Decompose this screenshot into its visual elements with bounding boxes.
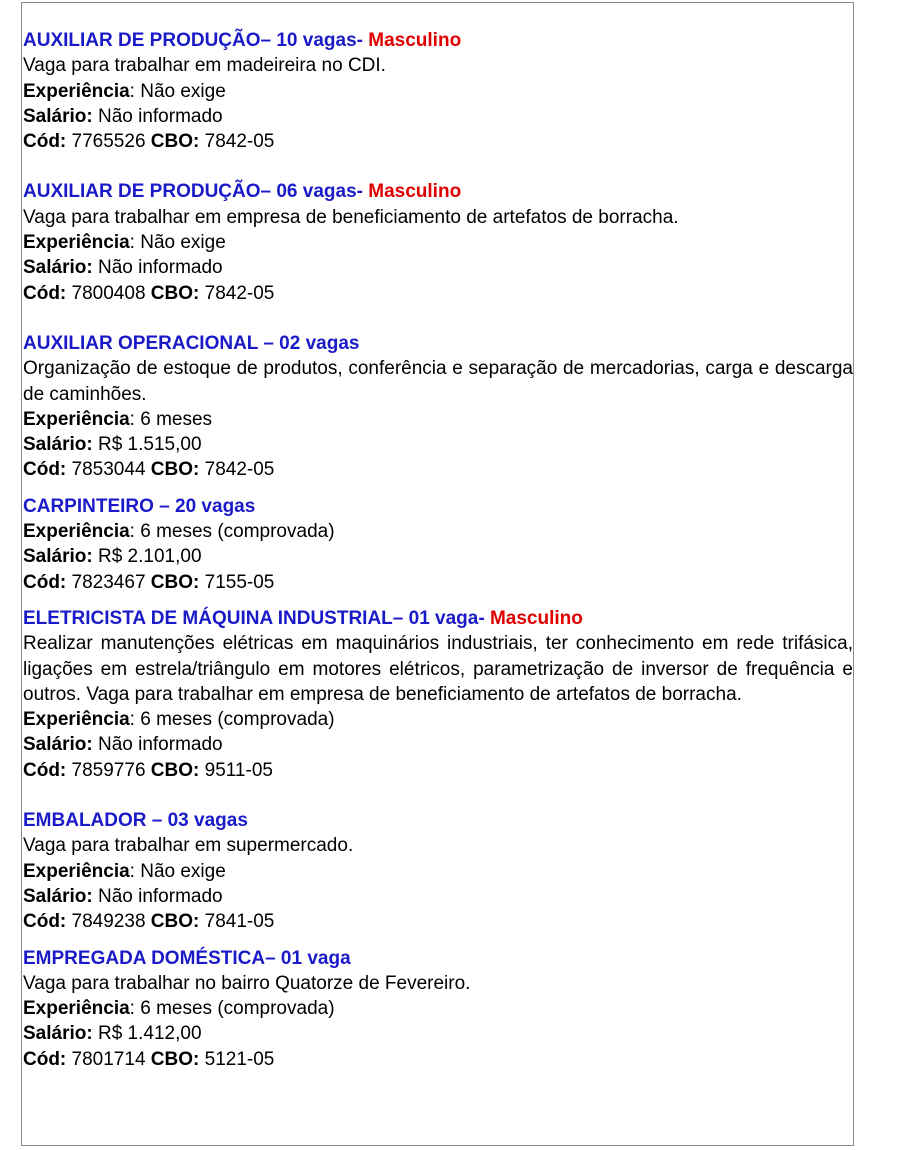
experience-value: : Não exige <box>129 232 226 254</box>
job-posting <box>23 606 853 783</box>
experience-label: Experiência <box>23 80 130 102</box>
code-label: Cód: <box>23 759 67 781</box>
code-label: Cód: <box>23 282 67 304</box>
title-separator: - <box>356 30 369 51</box>
cbo-value: 7841-05 <box>199 911 275 933</box>
code-value: 7801714 <box>66 1048 151 1070</box>
salary-label: Salário: <box>23 885 93 907</box>
job-posting <box>23 808 853 934</box>
experience-line <box>23 407 853 432</box>
job-description: Realizar manutenções elétricas em maquinários industriais, ter conhecimento em rede trifásica, ligações em estrela/triângulo em motores elétricos, parametrização de inversor de frequência e outros. Vaga para trabalhar em empresa de beneficiamento de artefatos de borracha. <box>23 633 853 705</box>
gender-requirement: Masculino <box>368 30 462 51</box>
salary-value: R$ 2.101,00 <box>92 546 202 568</box>
experience-label: Experiência <box>23 521 130 543</box>
job-description: Vaga para trabalhar no bairro Quatorze de Fevereiro. <box>23 972 471 994</box>
salary-value: R$ 1.515,00 <box>92 434 202 456</box>
salary-value: R$ 1.412,00 <box>92 1023 202 1045</box>
job-title-line <box>23 606 853 631</box>
salary-label: Salário: <box>23 546 93 568</box>
gender-requirement: Masculino <box>489 607 583 629</box>
experience-value: : 6 meses <box>129 408 213 430</box>
experience-line <box>23 707 853 732</box>
job-title: CARPINTEIRO – 20 vagas <box>23 495 256 517</box>
job-title: AUXILIAR OPERACIONAL – 02 vagas <box>23 332 360 354</box>
code-line <box>23 570 853 595</box>
gender-requirement: Masculino <box>368 181 462 203</box>
salary-value: Não informado <box>92 105 223 127</box>
job-title: EMBALADOR – 03 vagas <box>23 810 248 832</box>
code-line <box>23 281 853 306</box>
job-title-line <box>23 494 853 519</box>
experience-line <box>23 996 853 1021</box>
salary-line <box>23 544 853 569</box>
code-line <box>23 457 853 482</box>
job-posting <box>23 331 853 483</box>
code-line <box>23 129 853 154</box>
cbo-label: CBO: <box>150 759 200 781</box>
experience-line <box>23 230 853 255</box>
cbo-label: CBO: <box>150 282 200 304</box>
cbo-label: CBO: <box>150 131 200 153</box>
cbo-value: 9511-05 <box>199 759 273 781</box>
experience-label: Experiência <box>23 408 130 430</box>
code-label: Cód: <box>23 459 67 481</box>
salary-line <box>23 104 853 129</box>
experience-value: : 6 meses (comprovada) <box>129 521 335 543</box>
job-posting <box>23 179 853 305</box>
salary-line <box>23 732 853 757</box>
experience-line <box>23 79 853 104</box>
salary-line <box>23 884 853 909</box>
cbo-value: 7842-05 <box>199 282 275 304</box>
experience-value: : 6 meses (comprovada) <box>129 998 335 1020</box>
job-posting <box>23 494 853 595</box>
experience-label: Experiência <box>23 998 130 1020</box>
code-label: Cód: <box>23 131 67 153</box>
code-value: 7823467 <box>66 571 151 593</box>
cbo-label: CBO: <box>150 911 200 933</box>
job-posting <box>23 946 853 1072</box>
job-listing <box>23 28 853 1072</box>
cbo-value: 7155-05 <box>199 571 275 593</box>
experience-value: : 6 meses (comprovada) <box>129 709 335 731</box>
code-label: Cód: <box>23 571 67 593</box>
salary-label: Salário: <box>23 1023 93 1045</box>
code-line <box>23 909 853 934</box>
salary-label: Salário: <box>23 257 93 279</box>
salary-label: Salário: <box>23 734 93 756</box>
code-label: Cód: <box>23 1048 67 1070</box>
job-title: ELETRICISTA DE MÁQUINA INDUSTRIAL– 01 vaga <box>23 607 479 629</box>
job-posting <box>23 28 853 154</box>
salary-value: Não informado <box>92 885 223 907</box>
cbo-label: CBO: <box>150 571 200 593</box>
code-label: Cód: <box>23 911 67 933</box>
salary-value: Não informado <box>92 734 223 756</box>
salary-line <box>23 255 853 280</box>
salary-value: Não informado <box>92 257 223 279</box>
code-value: 7859776 <box>66 759 151 781</box>
job-title-line <box>23 808 853 833</box>
experience-line <box>23 519 853 544</box>
job-description: Vaga para trabalhar em supermercado. <box>23 835 354 857</box>
salary-line <box>23 1021 853 1046</box>
job-description: Vaga para trabalhar em empresa de beneficiamento de artefatos de borracha. <box>23 206 679 228</box>
cbo-label: CBO: <box>150 1048 200 1070</box>
cbo-label: CBO: <box>150 459 200 481</box>
code-value: 7849238 <box>66 911 151 933</box>
code-value: 7800408 <box>66 282 151 304</box>
job-title-line <box>23 331 853 356</box>
cbo-value: 5121-05 <box>199 1048 275 1070</box>
salary-label: Salário: <box>23 434 93 456</box>
title-separator: - <box>356 181 369 203</box>
code-value: 7853044 <box>66 459 151 481</box>
job-description: Organização de estoque de produtos, conferência e separação de mercadorias, carga e descarga de caminhões. <box>23 358 853 405</box>
experience-line <box>23 859 853 884</box>
job-title: AUXILIAR DE PRODUÇÃO– 10 vagas <box>23 30 357 51</box>
job-title-line <box>23 946 853 971</box>
experience-label: Experiência <box>23 709 130 731</box>
job-description: Vaga para trabalhar em madeireira no CDI. <box>23 55 386 77</box>
code-value: 7765526 <box>66 131 151 153</box>
cbo-value: 7842-05 <box>199 459 275 481</box>
experience-label: Experiência <box>23 860 130 882</box>
job-title: EMPREGADA DOMÉSTICA– 01 vaga <box>23 947 351 969</box>
title-separator: - <box>478 607 490 629</box>
experience-value: : Não exige <box>129 860 226 882</box>
job-title-line <box>23 179 853 204</box>
experience-label: Experiência <box>23 232 130 254</box>
experience-value: : Não exige <box>129 80 226 102</box>
code-line <box>23 758 853 783</box>
salary-line <box>23 432 853 457</box>
job-title: AUXILIAR DE PRODUÇÃO– 06 vagas <box>23 181 357 203</box>
job-title-line <box>23 28 853 53</box>
cbo-value: 7842-05 <box>199 131 275 153</box>
salary-label: Salário: <box>23 105 93 127</box>
code-line <box>23 1047 853 1072</box>
